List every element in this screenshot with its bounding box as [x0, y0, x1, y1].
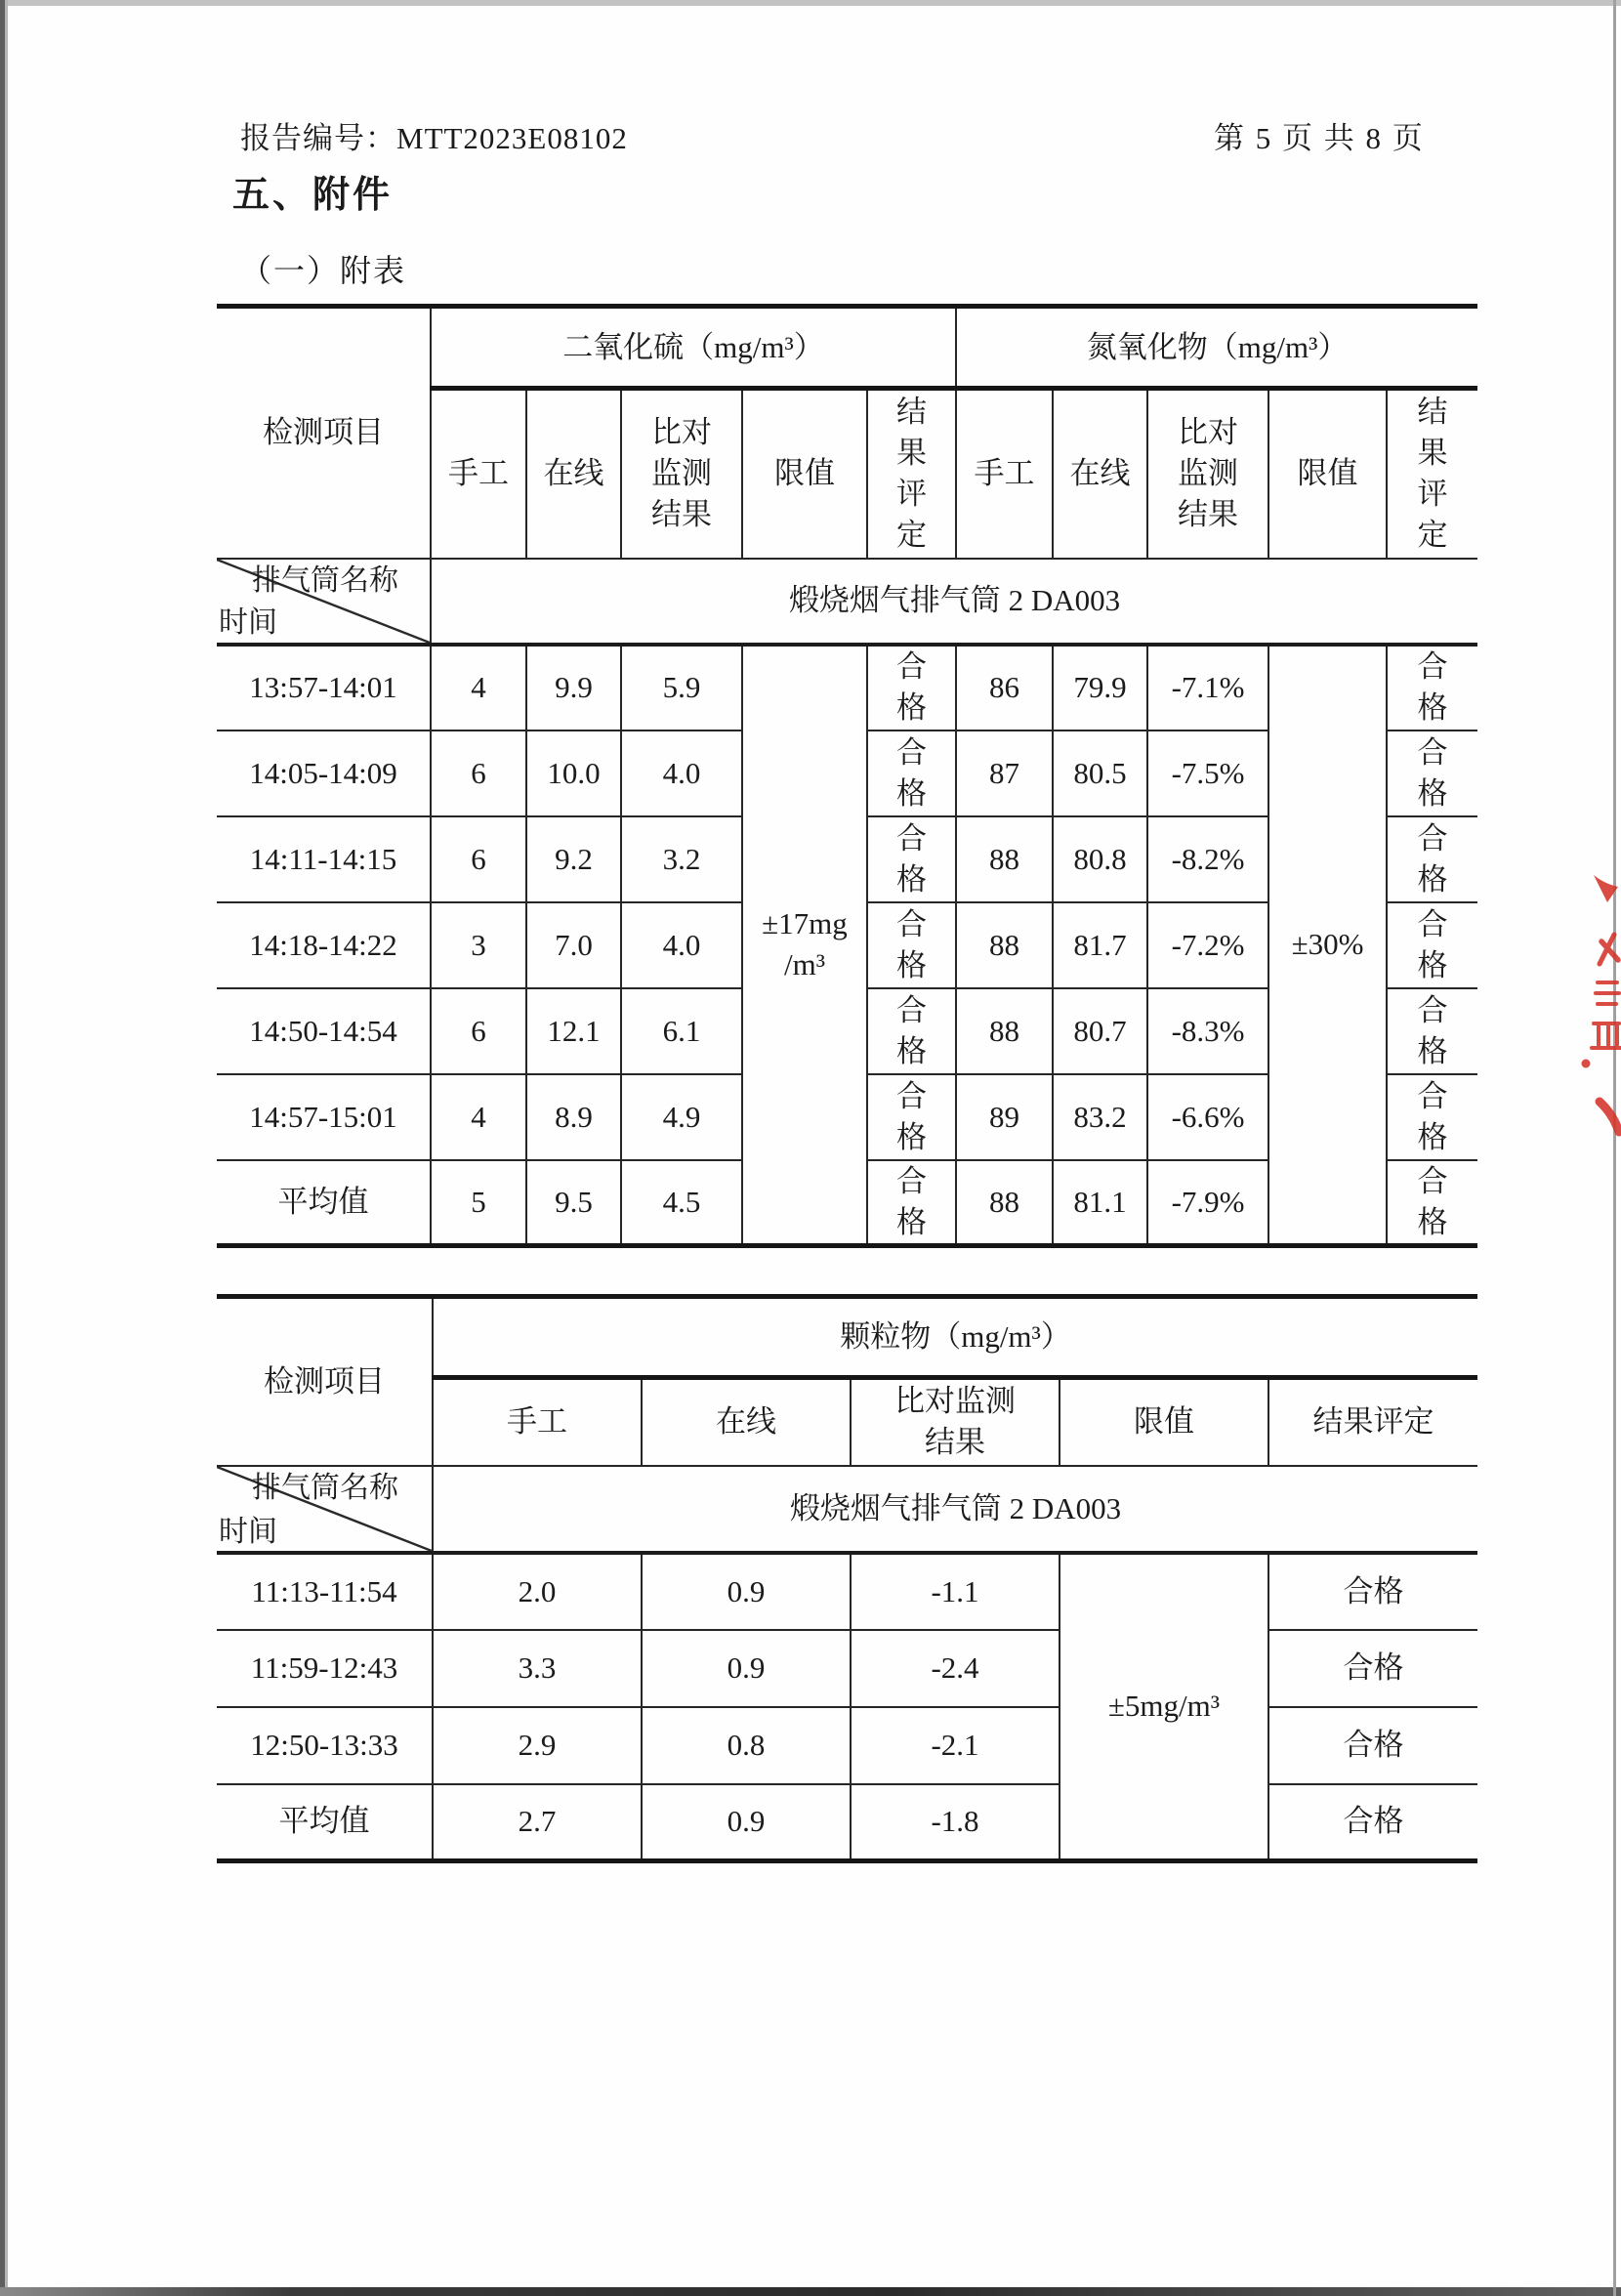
cell-nox-manual: 87	[956, 731, 1053, 816]
nox-result-text: 合格	[1417, 649, 1448, 725]
cell-time: 11:59-12:43	[217, 1630, 433, 1707]
cell-nox-online: 79.9	[1053, 645, 1147, 731]
cell-nox-diff: -8.3%	[1147, 988, 1268, 1074]
cell-so2-diff: 4.0	[621, 902, 742, 988]
cell-so2-online: 8.9	[526, 1074, 621, 1160]
cell-pm-diff: -1.1	[851, 1553, 1060, 1630]
cell-pm-online: 0.9	[642, 1630, 851, 1707]
subsection-title: （一）附表	[240, 253, 407, 288]
cell-pm-result: 合格	[1268, 1630, 1477, 1707]
cell-pm-result: 合格	[1268, 1784, 1477, 1861]
nox-result-text: 合格	[1417, 992, 1448, 1068]
cell-so2-manual: 6	[431, 731, 526, 816]
cell-nox-result	[1387, 1074, 1477, 1160]
header-nox-diff-label: 比对监测结果	[1178, 415, 1239, 532]
cell-nox-online: 83.2	[1053, 1074, 1147, 1160]
so2-result-text: 合格	[896, 992, 928, 1068]
cell-time: 13:57-14:01	[217, 645, 431, 731]
scan-edge-bottom	[0, 2287, 1621, 2296]
cell-so2-diff: 4.0	[621, 731, 742, 816]
cell-so2-diff: 4.5	[621, 1160, 742, 1246]
cell-so2-manual: 4	[431, 1074, 526, 1160]
header-pm-diff	[851, 1378, 1060, 1466]
header-so2-result-label: 结果评定	[896, 395, 928, 553]
header-so2-manual: 手工	[431, 389, 526, 559]
header-item: 检测项目	[217, 1297, 433, 1466]
cell-pm-diff: -1.8	[851, 1784, 1060, 1861]
cell-nox-online: 81.7	[1053, 902, 1147, 988]
cell-pm-result: 合格	[1268, 1707, 1477, 1784]
report-number: 报告编号：MTT2023E08102	[240, 121, 628, 155]
cell-so2-result	[867, 731, 956, 816]
cell-nox-diff: -7.2%	[1147, 902, 1268, 988]
header-so2-online: 在线	[526, 389, 621, 559]
cell-so2-diff: 5.9	[621, 645, 742, 731]
cell-so2-limit	[742, 645, 867, 1246]
so2-result-text: 合格	[896, 820, 928, 897]
cell-nox-result	[1387, 731, 1477, 816]
cell-nox-limit: ±30%	[1268, 645, 1387, 1246]
cell-so2-manual: 6	[431, 816, 526, 902]
cell-nox-result	[1387, 902, 1477, 988]
diagonal-header-cell	[217, 1466, 433, 1553]
cell-pm-limit: ±5mg/m³	[1060, 1553, 1268, 1861]
diagonal-label-stack: 排气筒名称	[252, 564, 398, 597]
cell-nox-online: 80.5	[1053, 731, 1147, 816]
header-so2-diff	[621, 389, 742, 559]
cell-time-average: 平均值	[217, 1784, 433, 1861]
cell-so2-manual: 3	[431, 902, 526, 988]
cell-so2-result	[867, 988, 956, 1074]
cell-so2-result	[867, 1160, 956, 1246]
cell-so2-result	[867, 1074, 956, 1160]
section-title: 五、附件	[232, 175, 394, 216]
cell-nox-manual: 88	[956, 1160, 1053, 1246]
header-pm-diff-label: 比对监测结果	[894, 1384, 1016, 1460]
cell-so2-online: 12.1	[526, 988, 621, 1074]
so2-result-text: 合格	[896, 1163, 928, 1239]
so2-result-text: 合格	[896, 734, 928, 811]
cell-nox-manual: 88	[956, 816, 1053, 902]
cell-pm-manual: 2.0	[433, 1553, 642, 1630]
cell-nox-result	[1387, 645, 1477, 731]
cell-nox-online: 80.7	[1053, 988, 1147, 1074]
so2-nox-comparison-table	[217, 304, 1477, 1248]
cell-so2-diff: 3.2	[621, 816, 742, 902]
nox-result-text: 合格	[1417, 820, 1448, 897]
cell-nox-manual: 88	[956, 902, 1053, 988]
cell-time: 11:13-11:54	[217, 1553, 433, 1630]
particulate-comparison-table	[217, 1294, 1477, 1863]
cell-nox-manual: 89	[956, 1074, 1053, 1160]
header-group-so2: 二氧化硫（mg/m³）	[431, 307, 956, 389]
cell-pm-online: 0.9	[642, 1553, 851, 1630]
cell-time: 14:50-14:54	[217, 988, 431, 1074]
cell-pm-online: 0.9	[642, 1784, 851, 1861]
cell-time: 12:50-13:33	[217, 1707, 433, 1784]
cell-time: 14:05-14:09	[217, 731, 431, 816]
header-item: 检测项目	[217, 307, 431, 559]
nox-result-text: 合格	[1417, 734, 1448, 811]
cell-so2-online: 10.0	[526, 731, 621, 816]
header-group-pm: 颗粒物（mg/m³）	[433, 1297, 1477, 1378]
scan-edge-top	[0, 0, 1621, 6]
header-nox-limit: 限值	[1268, 389, 1387, 559]
diagonal-header-cell	[217, 559, 431, 645]
cell-so2-result	[867, 645, 956, 731]
header-nox-result-label: 结果评定	[1417, 395, 1448, 553]
so2-result-text: 合格	[896, 906, 928, 982]
diagonal-label-time: 时间	[219, 1515, 277, 1548]
so2-result-text: 合格	[896, 1078, 928, 1154]
nox-result-text: 合格	[1417, 1078, 1448, 1154]
page-number: 第 5 页 共 8 页	[1214, 121, 1425, 155]
so2-result-text: 合格	[896, 649, 928, 725]
nox-result-text: 合格	[1417, 1163, 1448, 1239]
cell-so2-online: 9.5	[526, 1160, 621, 1246]
cell-so2-result	[867, 902, 956, 988]
cell-time: 14:11-14:15	[217, 816, 431, 902]
header-nox-manual: 手工	[956, 389, 1053, 559]
diagonal-label-time: 时间	[219, 605, 277, 639]
cell-time-average: 平均值	[217, 1160, 431, 1246]
diagonal-label-stack: 排气筒名称	[252, 1471, 398, 1504]
cell-nox-online: 81.1	[1053, 1160, 1147, 1246]
so2-limit-line2: /m³	[783, 947, 826, 982]
red-stamp-mark	[1574, 859, 1621, 1152]
cell-nox-manual: 88	[956, 988, 1053, 1074]
cell-pm-diff: -2.1	[851, 1707, 1060, 1784]
cell-so2-result	[867, 816, 956, 902]
header-pm-result: 结果评定	[1268, 1378, 1477, 1466]
cell-pm-result: 合格	[1268, 1553, 1477, 1630]
cell-nox-manual: 86	[956, 645, 1053, 731]
cell-nox-diff: -8.2%	[1147, 816, 1268, 902]
cell-so2-manual: 5	[431, 1160, 526, 1246]
cell-time: 14:18-14:22	[217, 902, 431, 988]
cell-pm-manual: 2.7	[433, 1784, 642, 1861]
cell-so2-diff: 4.9	[621, 1074, 742, 1160]
header-pm-online: 在线	[642, 1378, 851, 1466]
header-nox-online: 在线	[1053, 389, 1147, 559]
cell-nox-result	[1387, 1160, 1477, 1246]
cell-so2-online: 9.2	[526, 816, 621, 902]
header-nox-diff	[1147, 389, 1268, 559]
header-group-nox: 氮氧化物（mg/m³）	[956, 307, 1477, 389]
cell-so2-online: 7.0	[526, 902, 621, 988]
cell-pm-diff: -2.4	[851, 1630, 1060, 1707]
cell-so2-manual: 4	[431, 645, 526, 731]
header-so2-diff-label: 比对监测结果	[651, 415, 712, 532]
cell-nox-online: 80.8	[1053, 816, 1147, 902]
header-pm-limit: 限值	[1060, 1378, 1268, 1466]
cell-nox-diff: -7.5%	[1147, 731, 1268, 816]
cell-so2-online: 9.9	[526, 645, 621, 731]
so2-limit-line1: ±17mg	[762, 906, 848, 941]
stack-name-cell: 煅烧烟气排气筒 2 DA003	[431, 559, 1477, 645]
cell-nox-result	[1387, 988, 1477, 1074]
cell-pm-online: 0.8	[642, 1707, 851, 1784]
cell-so2-manual: 6	[431, 988, 526, 1074]
cell-nox-diff: -7.9%	[1147, 1160, 1268, 1246]
cell-nox-result	[1387, 816, 1477, 902]
stack-name-cell: 煅烧烟气排气筒 2 DA003	[433, 1466, 1477, 1553]
cell-pm-manual: 2.9	[433, 1707, 642, 1784]
cell-nox-diff: -6.6%	[1147, 1074, 1268, 1160]
cell-time: 14:57-15:01	[217, 1074, 431, 1160]
cell-nox-diff: -7.1%	[1147, 645, 1268, 731]
header-so2-limit: 限值	[742, 389, 867, 559]
header-nox-result	[1387, 389, 1477, 559]
scan-edge-left-light	[5, 0, 8, 2296]
header-so2-result	[867, 389, 956, 559]
header-pm-manual: 手工	[433, 1378, 642, 1466]
cell-so2-diff: 6.1	[621, 988, 742, 1074]
cell-pm-manual: 3.3	[433, 1630, 642, 1707]
nox-result-text: 合格	[1417, 906, 1448, 982]
